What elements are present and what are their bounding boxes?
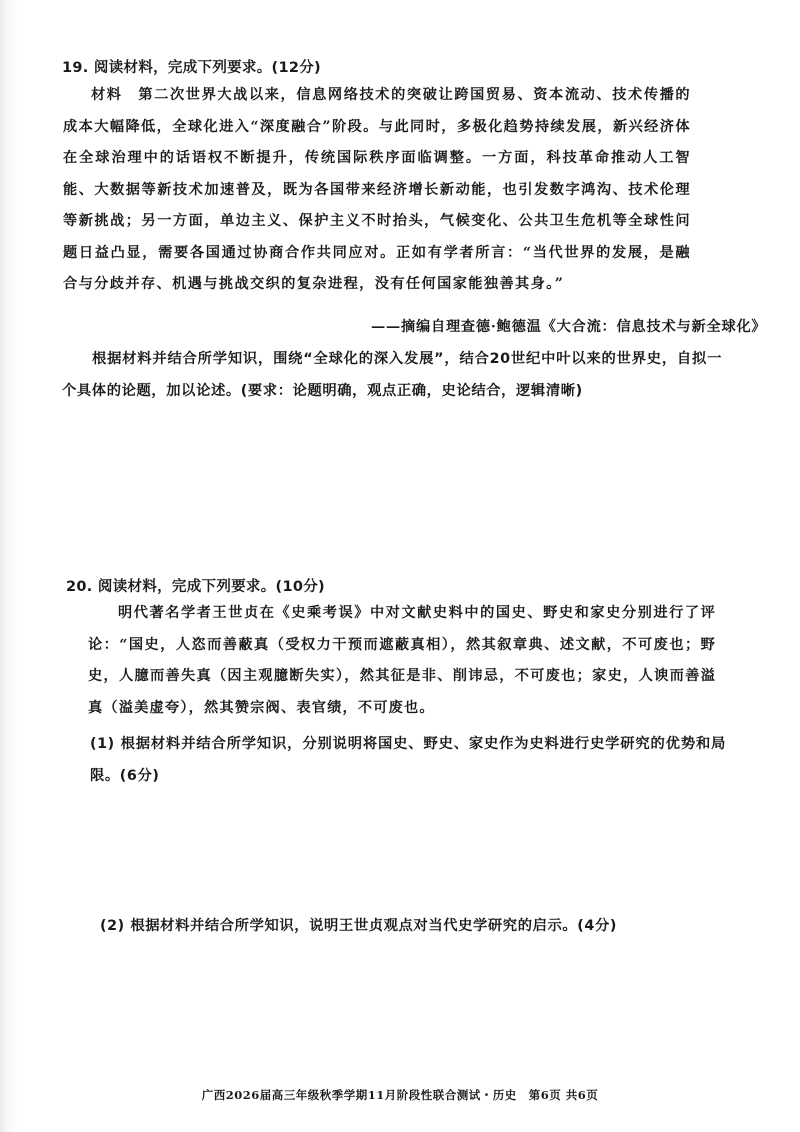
question-20-title: 20. 阅读材料，完成下列要求。(10分) (66, 579, 325, 595)
question-19-task: 根据材料并结合所学知识，围绕“全球化的深入发展”，结合20世纪中叶以来的世界史，自拟一个具体的论题，加以论述。(要求：论题明确，观点正确，史论结合，逻辑清晰) (62, 351, 722, 399)
question-20-material: 明代著名学者王世贞在《史乘考误》中对文献史料中的国史、野史和家史分别进行了评论：“国史，人恣而善蔽真（受权力干预而遮蔽真相），然其叙章典、述文献，不可废也；野史，人臆而善失真（因主观臆断失实），然其征是非、削讳忌，不可废也；家史，人谀而善溢真（溢美虚夸），然其赞宗阀、表官绩，不可废也。 (88, 605, 716, 716)
page-footer: 广西2026届高三年级秋季学期11月阶段性联合测试・历史 第6页 共6页 (201, 1088, 599, 1102)
question-19-source: ——摘编自理查德·鲍德温《大合流：信息技术与新全球化》 (371, 319, 767, 335)
question-19-title: 19. 阅读材料，完成下列要求。(12分) (62, 60, 321, 76)
question-20-subquestion-2: (2) 根据材料并结合所学知识，说明王世贞观点对当代史学研究的启示。(4分) (100, 918, 618, 934)
question-19-material: 材料 第二次世界大战以来，信息网络技术的突破让跨国贸易、资本流动、技术传播的成本大幅降低，全球化进入“深度融合”阶段。与此同时，多极化趋势持续发展，新兴经济体在全球治理中的话语权不断提升，传统国际秩序面临调整。一方面，科技革命推动人工智能、大数据等新技术加速普及，既为各国带来经济增长新动能，也引发数字鸿沟、技术伦理等新挑战；另一方面，单边主义、保护主义不时抬头，气候变化、公共卫生危机等全球性问题日益凸显，需要各国通过协商合作共同应对。正如有学者所言：“当代世界的发展，是融合与分歧并存、机遇与挑战交织的复杂进程，没有任何国家能独善其身。” (63, 87, 691, 292)
question-20-subquestion-1: (1) 根据材料并结合所学知识，分别说明将国史、野史、家史作为史料进行史学研究的优势和局限。(6分) (90, 736, 726, 784)
